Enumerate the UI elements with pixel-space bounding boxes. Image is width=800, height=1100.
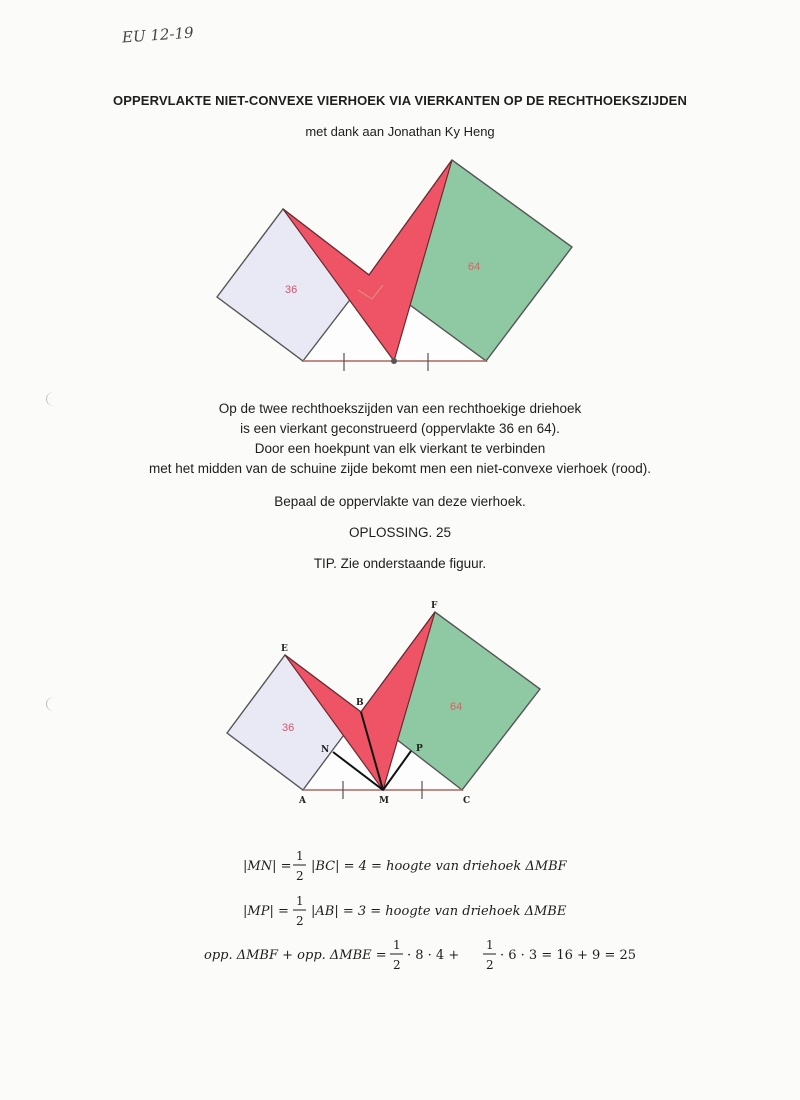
point-label-m: M (379, 796, 389, 806)
solution-text: OPLOSSING. 25 (348, 525, 452, 540)
square-right-label: 64 (468, 261, 481, 273)
point-label-c: C (463, 796, 471, 806)
problem-line: Door een hoekpunt van elk vierkant te verbinden (254, 441, 546, 456)
formula2-lhs: |MP| = (243, 904, 289, 919)
problem-line: is een vierkant geconstrueerd (oppervlakte 36 en 64). (240, 421, 560, 436)
point-label-n: N (321, 745, 330, 755)
page-title: OPPERVLAKTE NIET-CONVEXE VIERHOEK VIA VIERKANTEN OP DE RECHTHOEKSZIJDEN (113, 93, 687, 108)
square-left-label: 36 (285, 284, 298, 296)
tip-text: TIP. Zie onderstaande figuur. (313, 556, 487, 571)
formula1-rhs: |BC| = 4 = hoogte van driehoek ΔMBF (311, 859, 567, 874)
formula2-frac-num: 1 (296, 894, 304, 908)
formula3-frac2-den: 2 (486, 958, 494, 970)
formula1-frac-den: 2 (296, 869, 304, 883)
problem-text (0, 399, 800, 479)
page-subtitle: met dank aan Jonathan Ky Heng (305, 124, 495, 139)
problem-line: met het midden van de schuine zijde bekomt men een niet-convexe vierhoek (rood). (148, 461, 652, 476)
formula3-mid: · 8 · 4 + (407, 948, 460, 963)
figure-1 (0, 150, 800, 375)
problem-line: Op de twee rechthoekszijden van een rechthoekige driehoek (218, 401, 582, 416)
formula1-frac-num: 1 (296, 849, 304, 863)
point-label-b: B (356, 698, 364, 708)
point-label-p: P (416, 744, 423, 754)
formulas (0, 840, 800, 970)
midpoint-dot (391, 358, 397, 364)
formula2-rhs: |AB| = 3 = hoogte van driehoek ΔMBE (311, 904, 567, 919)
formula3-lhs: opp. ΔMBF + opp. ΔMBE = (204, 948, 387, 963)
point-label-e: E (281, 644, 288, 654)
square-right-label: 64 (450, 701, 463, 713)
formula1-lhs: |MN| = (243, 859, 292, 874)
formula3-frac1-num: 1 (393, 938, 401, 952)
figure-2 (0, 595, 800, 810)
formula3-frac2-num: 1 (486, 938, 494, 952)
formula2-frac-den: 2 (296, 914, 304, 928)
formula3-rhs: · 6 · 3 = 16 + 9 = 25 (500, 948, 637, 963)
point-label-f: F (431, 601, 438, 611)
square-left-label: 36 (282, 722, 295, 734)
handwritten-note: EU 12-19 (121, 23, 195, 47)
point-label-a: A (299, 796, 306, 806)
formula3-frac1-den: 2 (393, 958, 401, 970)
question-text: Bepaal de oppervlakte van deze vierhoek. (274, 494, 526, 509)
